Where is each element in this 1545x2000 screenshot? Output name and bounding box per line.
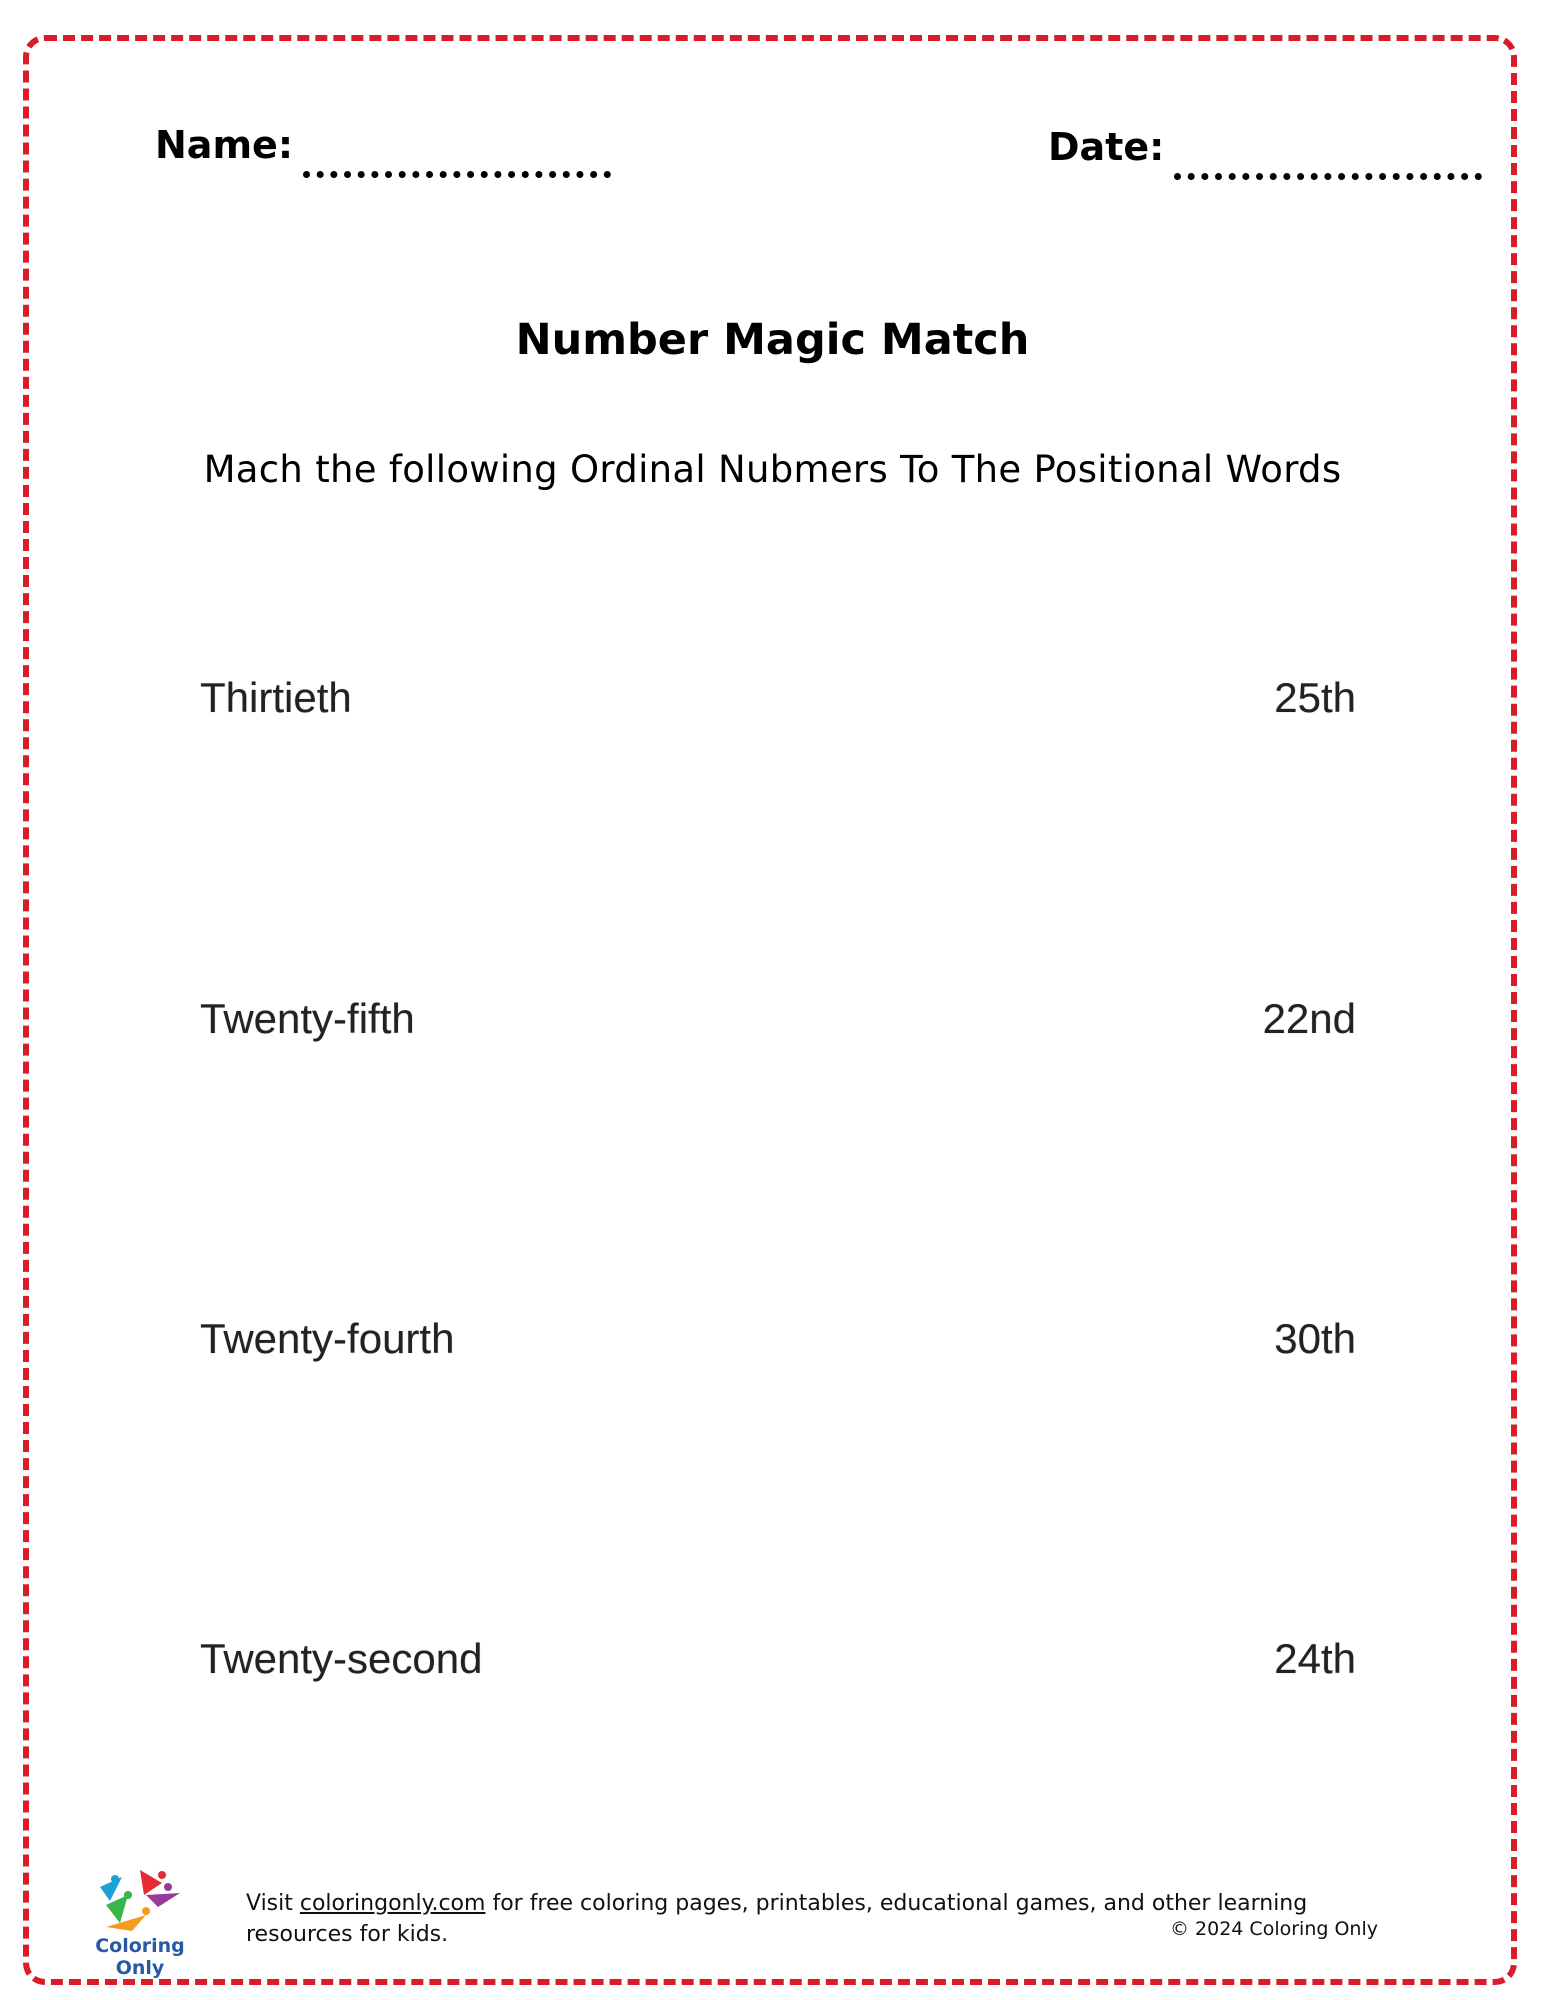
logo-text: Coloring Only [95, 1935, 185, 1979]
logo-figures-icon [70, 1865, 220, 1940]
match-row [200, 1315, 1356, 1363]
worksheet-instructions: Mach the following Ordinal Nubmers To The Positional Words [203, 448, 1342, 491]
name-field [155, 123, 611, 167]
date-blank-line[interactable] [1174, 173, 1482, 180]
match-word[interactable]: Thirtieth [200, 674, 352, 721]
footer-visit-suffix: for free coloring pages, printables, educational games, and other learning resources for kids. [246, 1891, 1308, 1947]
copyright: © 2024 Coloring Only [1170, 1918, 1378, 1940]
name-blank-line[interactable] [303, 171, 611, 178]
match-ordinal[interactable]: 24th [1274, 1635, 1356, 1682]
date-label: Date: [1048, 125, 1165, 169]
date-field [1048, 125, 1482, 169]
match-row [200, 1635, 1356, 1683]
match-row [200, 995, 1356, 1043]
worksheet-title: Number Magic Match [515, 315, 1030, 365]
match-word[interactable]: Twenty-second [200, 1635, 483, 1682]
match-word[interactable]: Twenty-fifth [200, 995, 415, 1042]
coloring-only-logo[interactable] [70, 1865, 220, 1979]
match-ordinal[interactable]: 22nd [1262, 995, 1356, 1042]
match-ordinal[interactable]: 30th [1274, 1315, 1356, 1362]
match-ordinal[interactable]: 25th [1274, 674, 1356, 721]
footer-visit-prefix: Visit [246, 1891, 300, 1916]
coloringonly-link[interactable]: coloringonly.com [299, 1891, 486, 1916]
match-row [200, 674, 1356, 722]
name-label: Name: [155, 123, 294, 167]
match-word[interactable]: Twenty-fourth [200, 1315, 455, 1362]
